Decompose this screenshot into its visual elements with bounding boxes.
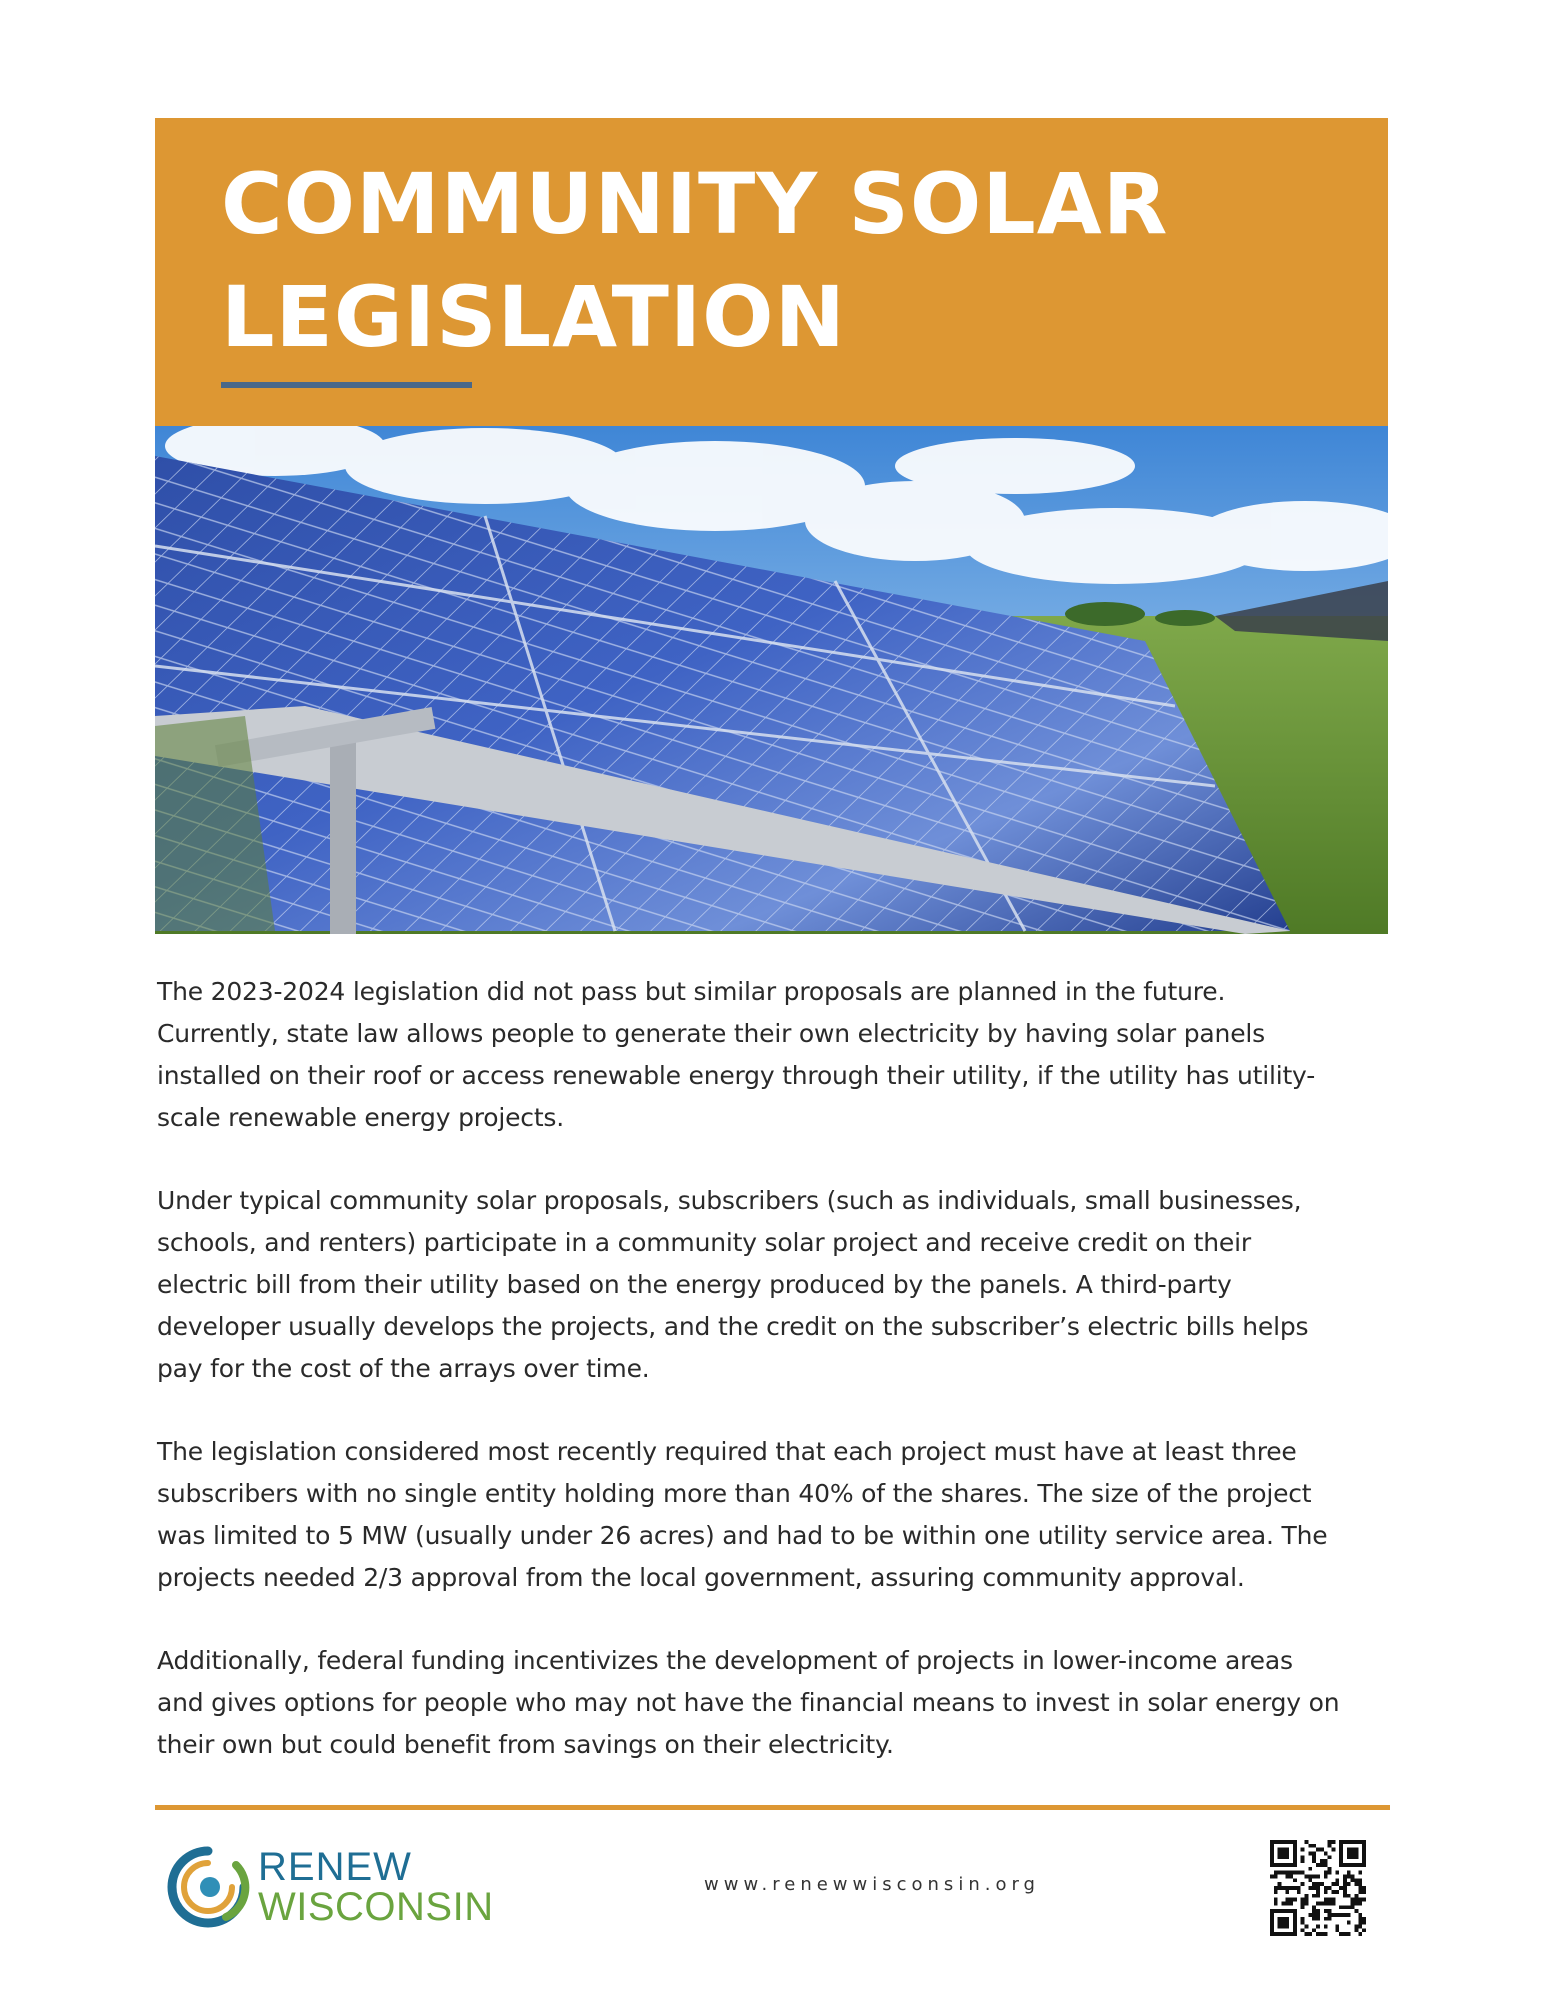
text-line: was limited to 5 MW (usually under 26 acres) and had to be within one utility service area. The: [157, 1521, 1328, 1550]
text-line: The 2023-2024 legislation did not pass but similar proposals are planned in the future.: [157, 977, 1226, 1006]
text-line: developer usually develops the projects, and the credit on the subscriber’s electric bills helps: [157, 1312, 1309, 1341]
qr-code-icon[interactable]: [1270, 1840, 1366, 1936]
page-title: [221, 148, 1169, 374]
text-line: Additionally, federal funding incentivizes the development of projects in lower-income areas: [157, 1646, 1293, 1675]
title-underline: [221, 382, 472, 388]
text-line: electric bill from their utility based on the energy produced by the panels. A third-party: [157, 1270, 1232, 1299]
logo-text-renew: RENEW: [258, 1845, 412, 1889]
title-line: COMMUNITY SOLAR: [221, 155, 1169, 253]
text-line: scale renewable energy projects.: [157, 1103, 565, 1132]
paragraph-federal-funding: [157, 1640, 1397, 1766]
text-line: and gives options for people who may not have the financial means to invest in solar energy on: [157, 1688, 1340, 1717]
swirl-logo-icon: [166, 1845, 250, 1929]
text-line: Under typical community solar proposals, subscribers (such as individuals, small businesses,: [157, 1186, 1302, 1215]
text-line: subscribers with no single entity holding more than 40% of the shares. The size of the project: [157, 1479, 1312, 1508]
paragraph-legislation-status: [157, 971, 1397, 1139]
website-link[interactable]: www.renewwisconsin.org: [704, 1874, 1040, 1895]
paragraph-requirements: [157, 1431, 1397, 1599]
paragraph-how-it-works: [157, 1180, 1397, 1390]
article-body: [157, 971, 1397, 1807]
title-banner: [155, 118, 1388, 426]
text-line: pay for the cost of the arrays over time.: [157, 1354, 650, 1383]
text-line: schools, and renters) participate in a community solar project and receive credit on their: [157, 1228, 1251, 1257]
text-line: installed on their roof or access renewable energy through their utility, if the utility has utility-: [157, 1061, 1316, 1090]
text-line: Currently, state law allows people to generate their own electricity by having solar panels: [157, 1019, 1265, 1048]
text-line: projects needed 2/3 approval from the local government, assuring community approval.: [157, 1563, 1245, 1592]
text-line: their own but could benefit from savings on their electricity.: [157, 1730, 894, 1759]
solar-panel-field-photo: [155, 426, 1388, 934]
renew-wisconsin-logo: [166, 1845, 496, 1929]
text-line: The legislation considered most recently required that each project must have at least three: [157, 1437, 1297, 1466]
footer-divider: [155, 1805, 1390, 1810]
title-line: LEGISLATION: [221, 268, 846, 366]
logo-text-wisconsin: WISCONSIN: [258, 1885, 494, 1929]
